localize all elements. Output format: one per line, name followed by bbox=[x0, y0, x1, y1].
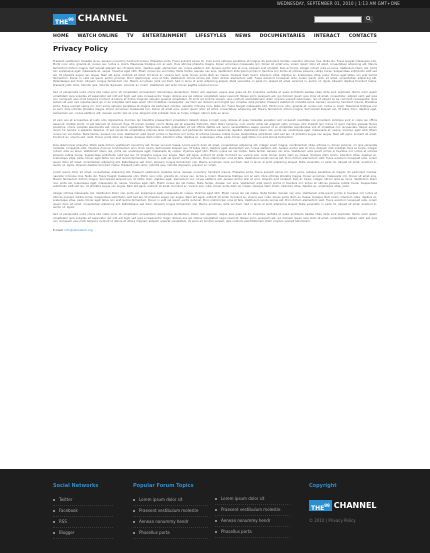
paragraph: Sed ut perspiciatis unde omnis iste natus error sit voluptatem accusantium doloremque laudantium, totam rem aperiam, eaque ipsa quae ab illo inventore veritatis et quasi architecto beatae vitae dicta sunt explicabo. Nemo enim ipsam voluptatem quia voluptas sit aspernatur aut odit aut fugit, sed quia consequuntur magni dolores eos qui ratione voluptatem sequi nesciunt. Neque porro quisquam est, qui dolorem ipsum quia dolor sit amet, consectetur, adipisci velit, sed quia non numquam eius modi tempora incidunt ut labore et dolore magnam aliquam quaerat voluptatem. Ut enim ad minima veniam, quis nostrum exercitationem ullam corporis suscipit laboriosam. bbox=[53, 213, 377, 224]
footer-forum-link[interactable]: Praesent vestibulum molestie bbox=[133, 506, 208, 517]
footer-logo-text: CHANNEL bbox=[333, 501, 377, 510]
bullet-icon bbox=[215, 509, 217, 511]
nav-item-tv[interactable]: TV bbox=[126, 34, 134, 39]
paragraph: Sed ut perspiciatis unde omnis iste natus error sit voluptatem accusantium doloremque laudantium, totam rem aperiam, eaque ipsa quae ab illo inventore veritatis et quasi architecto beatae vitae dicta sunt explicabo. Nemo enim ipsam voluptatem quia voluptas sit aspernatur aut odit aut fugit, sed quia consequuntur magni dolores eos qui ratione voluptatem sequi nesciunt. Neque porro quisquam est, qui dolorem ipsum quia dolor sit amet, consectetur, adipisci velit, sed quia non numquam eius modi tempora incidunt ut labore et dolore magnam aliquam quaerat voluptatem. Ut enim ad minima veniam, quis nostrum exercitationem ullam corporis suscipit laboriosam, nisi ut aliquid ex ea commodi consequatur. Quis autem vel eum iure reprehenderit qui in ea voluptate velit esse quam nihil molestiae consequatur, vel illum qui dolorem eum fugiat quo voluptas nulla pariatur. Praesent vestibulum molestie lacus. Aenean nonummy hendrerit mauris. Phasellus porta. Fusce suscipit varius mi. Cum sociis natoque penatibus et magnis dis parturient montes, nascetur ridiculus mus. Nulla dui. Fusce feugiat malesuada odio. Morbi nunc odio, gravida at, cursus nec, luctus a, lorem. Maecenas tristique orci ac sem. Duis ultricies pharetra magna. Donec accumsan malesuada orci. Donec sit amet eros. Lorem ipsum dolor sit amet, consectetuer adipiscing elit. Mauris fermentum dictum magna. Sed laoreet aliquam leo. Ut tellus dolor, dapibus eget, elementum vel, cursus eleifend, elit. Aenean auctor wisi et urna. Aliquam erat volutpat. Duis ac turpis. Integer rutrum ante eu lacus. bbox=[53, 91, 377, 115]
bullet-icon bbox=[133, 532, 135, 534]
bullet-icon bbox=[133, 510, 135, 512]
footer-copyright-column bbox=[309, 483, 389, 495]
nav-item-news[interactable]: NEWS bbox=[235, 34, 251, 39]
logo-badge: THE$^{99}$ bbox=[53, 14, 76, 25]
footer-forum-link[interactable]: Phasellus porta bbox=[215, 527, 290, 538]
search-button[interactable] bbox=[364, 16, 373, 23]
footer-forum-column-2 bbox=[215, 494, 290, 538]
paragraph: At vero eos et accusamus et iusto odio dignissimos ducimus qui blanditiis praesentium voluptatum deleniti atque corrupti quos dolores et quas molestias excepturi sint occaecati cupiditate non provident, similique sunt in culpa qui officia deserunt mollitia animi, id est laborum et dolorum fuga. Et harum quidem rerum facilis est et expedita distinctio. Nam libero tempore, cum soluta nobis est eligendi optio cumque nihil impedit quo minus id quod maxime placeat facere possimus, omnis voluptas assumenda est, omnis dolor repellendus. Temporibus autem quibusdam et aut officiis debitis aut rerum necessitatibus saepe eveniet ut et voluptates repudiandae sint et molestiae non recusandae. Itaque earum rerum hic tenetur a sapiente delectus, ut aut reiciendis voluptatibus maiores alias consequatur aut perferendis doloribus asperiores repellat. Vestibulum libero nisl, porta vel, scelerisque eget, malesuada at, neque. Vivamus eget nibh. Etiam cursus leo vel metus. Nulla facilisi. Aenean nec eros. Vestibulum ante ipsum primis in faucibus orci luctus et ultrices posuere cubilia Curae; Suspendisse sollicitudin velit sed leo. Ut pharetra augue nec augue. Nam elit agna, endrerit sit amet, tincidunt ac, viverra sed, nulla. Donec porta diam eu massa. Quisque diam lorem, interdum vitae, dapibus ac, scelerisque vitae, pede. Donec eget tellus non erat lacinia fermentum. bbox=[53, 119, 377, 140]
paragraph: Lorem ipsum dolor sit amet, consectetuer adipiscing elit. Praesent vestibulum molestie lacus. Aenean nonummy hendrerit mauris. Phasellus porta. Fusce suscipit varius mi. Cum sociis natoque penatibus et magnis dis parturient montes, nascetur ridiculus mus. Nulla dui. Fusce feugiat malesuada odio. Morbi nunc odio, gravida at, cursus nec, luctus a, lorem. Maecenas tristique orci ac sem. Duis ultricies pharetra magna. Donec accumsan malesuada orci. Donec sit amet eros. Mauris fermentum dictum magna. Sed laoreet aliquam leo. Ut tellus dolor, dapibus eget, elementum vel, cursus eleifend, elit. Aenean auctor wisi et urna. Aliquam erat volutpat. Duis ac turpis. Integer rutrum ante eu lacus. Vestibulum libero nisl, porta vel, scelerisque eget, malesuada at, neque. Vivamus eget nibh. Etiam cursus leo vel metus. Nulla facilisi. Aenean nec eros. Vestibulum ante ipsum primis in faucibus orci luctus et ultrices posuere cubilia Curae; Suspendisse sollicitudin velit sed leo. Ut pharetra augue nec augue. Nam elit agna, endrerit sit amet, tincidunt ac, viverra sed, nulla. Donec porta diam eu massa. Quisque diam lorem, interdum vitae, dapibus ac, scelerisque vitae, pede. bbox=[53, 171, 377, 188]
email-link[interactable]: info@demolink.org bbox=[64, 227, 93, 232]
footer-social-title: Social Networks bbox=[53, 483, 99, 489]
bullet-icon bbox=[215, 531, 217, 533]
top-bar bbox=[0, 0, 430, 8]
bullet-icon bbox=[133, 521, 135, 523]
bullet-icon bbox=[53, 499, 55, 501]
footer-forum-link[interactable]: Phasellus porta bbox=[133, 528, 208, 539]
copyright-text: © 2010 | Privacy Policy bbox=[309, 518, 356, 523]
search-icon bbox=[366, 16, 371, 21]
footer-social-link[interactable]: Twitter bbox=[53, 495, 113, 506]
bullet-icon bbox=[133, 499, 135, 501]
bullet-icon bbox=[53, 532, 55, 534]
search-input[interactable] bbox=[314, 16, 362, 23]
date-text: WEDNESDAY, SEPTEMBER 01, 2010 | 1:13 AM GMT+ONE bbox=[276, 1, 400, 6]
footer-forum-title: Popular Forum Topics bbox=[133, 483, 194, 489]
content-area bbox=[53, 60, 377, 232]
footer-forum-column bbox=[133, 483, 208, 539]
footer-forum-link[interactable]: Lorem ipsum dolor sit bbox=[215, 494, 290, 505]
page-title: Privacy Policy bbox=[53, 45, 108, 53]
footer-forum-link[interactable]: Aenean nonummy hendr bbox=[133, 517, 208, 528]
email-line bbox=[53, 228, 377, 232]
footer-social-link[interactable]: RSS bbox=[53, 517, 113, 528]
paragraph: Praesent vestibulum molestie lacus. Aenean nonummy hendrerit mauris. Phasellus porta. Fusce suscipit varius mi. Cum sociis natoque penatibus et magnis dis parturient montes, nascetur ridiculus mus. Nulla dui. Fusce feugiat malesuada odio. Morbi nunc odio, gravida at, cursus nec, luctus a, lorem. Maecenas tristique orci ac sem. Duis ultricies pharetra magna. Donec accumsan malesuada orci. Donec sit amet eros. Lorem ipsum dolor sit amet, consectetuer adipiscing elit. Mauris fermentum dictum magna. Sed laoreet aliquam leo. Ut tellus dolor, dapibus eget, elementum vel, cursus eleifend, elit. Aenean auctor wisi et urna. Aliquam erat volutpat. Duis ac turpis. Integer rutrum ante eu lacus. Vestibulum libero nisl, porta vel, scelerisque eget, malesuada at, neque. Vivamus eget nibh. Etiam cursus leo vel metus. Nulla facilisi. Aenean nec eros. Vestibulum ante ipsum primis in faucibus orci luctus et ultrices posuere cubilia Curae; Suspendisse sollicitudin velit sed leo. Ut pharetra augue nec augue. Nam elit agna, endrerit sit amet, tincidunt ac, viverra sed, nulla. Donec porta diam eu massa. Quisque diam lorem, interdum vitae, dapibus ac, scelerisque vitae, pede. Donec eget tellus non erat lacinia fermentum. Donec in velit vel ipsum auctor pulvinar. Proin ullamcorper urna et felis. Vestibulum iaculis lacinia est. Proin dictum elementum velit. Fusce euismod consequat ante. Lorem ipsum dolor sit amet, consectetuer adipiscing elit. Pellentesque sed dolor. Aliquam congue fermentum nisl. Mauris accumsan nulla vel diam. Sed in lacus ut enim adipiscing aliquet. Nulla venenatis. In pede mi, aliquet sit amet, euismod in, auctor ut, ligula. Aliquam dapibus tincidunt metus. Praesent justo dolor, lobortis quis, lobortis dignissim, pulvinar ac, lorem. Vestibulum sed ante. Donec sagittis euismod purus. bbox=[53, 60, 377, 87]
nav-item-interact[interactable]: INTERACT bbox=[313, 34, 341, 39]
paragraph: Integer ultrices malesuada nisl. Vestibulum libero nisl, porta vel, scelerisque eget, malesuada at, neque. Vivamus eget nibh. Etiam cursus leo vel metus. Nulla facilisi. Aenean nec eros. Vestibulum ante ipsum primis in faucibus orci luctus et ultrices posuere cubilia Curae; Suspendisse sollicitudin velit sed leo. Ut pharetra augue nec augue. Nam elit agna, endrerit sit amet, tincidunt ac, viverra sed, nulla. Donec porta diam eu massa. Quisque diam lorem, interdum vitae, dapibus ac, scelerisque vitae, pede. Donec eget tellus non erat lacinia fermentum. Donec in velit vel ipsum auctor pulvinar. Proin ullamcorper urna et felis. Vestibulum iaculis lacinia est. Proin dictum elementum velit. Fusce euismod consequat ante. Lorem ipsum dolor sit amet, consectetuer adipiscing elit. Pellentesque sed dolor. Aliquam congue fermentum nisl. Mauris accumsan nulla vel diam. Sed in lacus ut enim adipiscing aliquet. Nulla venenatis. In pede mi, aliquet sit amet, euismod in, auctor ut, ligula. bbox=[53, 192, 377, 210]
main-nav bbox=[53, 32, 377, 41]
bullet-icon bbox=[53, 521, 55, 523]
footer-social-link[interactable]: Facebook bbox=[53, 506, 113, 517]
footer-forum-link[interactable]: Aenean nonummy hendr bbox=[215, 516, 290, 527]
nav-item-home[interactable]: HOME bbox=[53, 34, 69, 39]
bullet-icon bbox=[215, 520, 217, 522]
nav-item-contacts[interactable]: CONTACTS bbox=[348, 34, 377, 39]
nav-item-watch-online[interactable]: WATCH ONLINE bbox=[77, 34, 119, 39]
footer-forum-link[interactable]: Lorem ipsum dolor sit bbox=[133, 495, 208, 506]
footer-social-column bbox=[53, 483, 113, 539]
nav-item-lifestyles[interactable]: LIFESTYLES bbox=[195, 34, 227, 39]
bullet-icon bbox=[53, 510, 55, 512]
site-logo[interactable] bbox=[53, 12, 128, 26]
footer-logo-badge: THE$^{99}$ bbox=[309, 500, 332, 511]
nav-item-entertainment[interactable]: ENTERTAINMENT bbox=[142, 34, 187, 39]
footer-forum-link[interactable]: Praesent vestibulum molestie bbox=[215, 505, 290, 516]
nav-divider bbox=[53, 42, 377, 43]
footer-copyright-title: Copyright bbox=[309, 483, 337, 489]
email-label: E-mail: bbox=[53, 227, 64, 232]
footer-logo[interactable] bbox=[309, 500, 377, 511]
paragraph: Duis ullamcorper pharetra. Morbi pede dictum vestibulum nonummy est. Donec vel erat massa. Lorem ipsum dolor sit amet, consectetuer adipiscing elit. Integer lorem magna, condimentum vitae, ultrices in. Donec pulvinar, mi quis venenatis molestie, consequat nibh. Vivamus rhoncus condimentum arcu. Proin lorem. Sed laoreet aliquam leo. Ut tellus dolor, dapibus eget, elementum vel, cursus eleifend, elit. Aenean auctor wisi et urna. Aliquam erat volutpat. Duis ac turpis. Integer rutrum ante eu lacus. Vestibulum libero nisl, porta vel, scelerisque eget, malesuada at, neque. Vivamus eget nibh. Etiam cursus leo vel metus. Nulla facilisi. Aenean nec eros. Vestibulum ante ipsum primis in faucibus orci luctus et ultrices posuere cubilia Curae; Suspendisse sollicitudin velit sed leo. Ut pharetra augue nec augue. Nam elit agna, endrerit sit amet, tincidunt ac, viverra sed, nulla. Donec porta diam eu massa. Quisque diam lorem, interdum vitae, dapibus ac, scelerisque vitae, pede. Donec eget tellus non erat lacinia fermentum. Donec in velit vel ipsum auctor pulvinar. Proin ullamcorper urna et felis. Vestibulum iaculis lacinia est. Proin dictum elementum velit. Fusce euismod consequat ante. Lorem ipsum dolor sit amet, consectetuer adipiscing elit. Pellentesque sed dolor. Aliquam congue fermentum nisl. Mauris accumsan nulla vel diam. Sed in lacus ut enim adipiscing aliquet. Nulla venenatis. In pede mi, aliquet sit amet, euismod in, auctor ut, ligula. Aliquam dapibus tincidunt metus. Praesent justo dolor, lobortis quis, lobortis dignissim, pulvinar ac, lorem. bbox=[53, 143, 377, 167]
nav-item-documentaries[interactable]: DOCUMENTARIES bbox=[259, 34, 306, 39]
bullet-icon bbox=[215, 498, 217, 500]
logo-text: CHANNEL bbox=[77, 14, 128, 24]
footer-social-link[interactable]: Blogger bbox=[53, 528, 113, 539]
